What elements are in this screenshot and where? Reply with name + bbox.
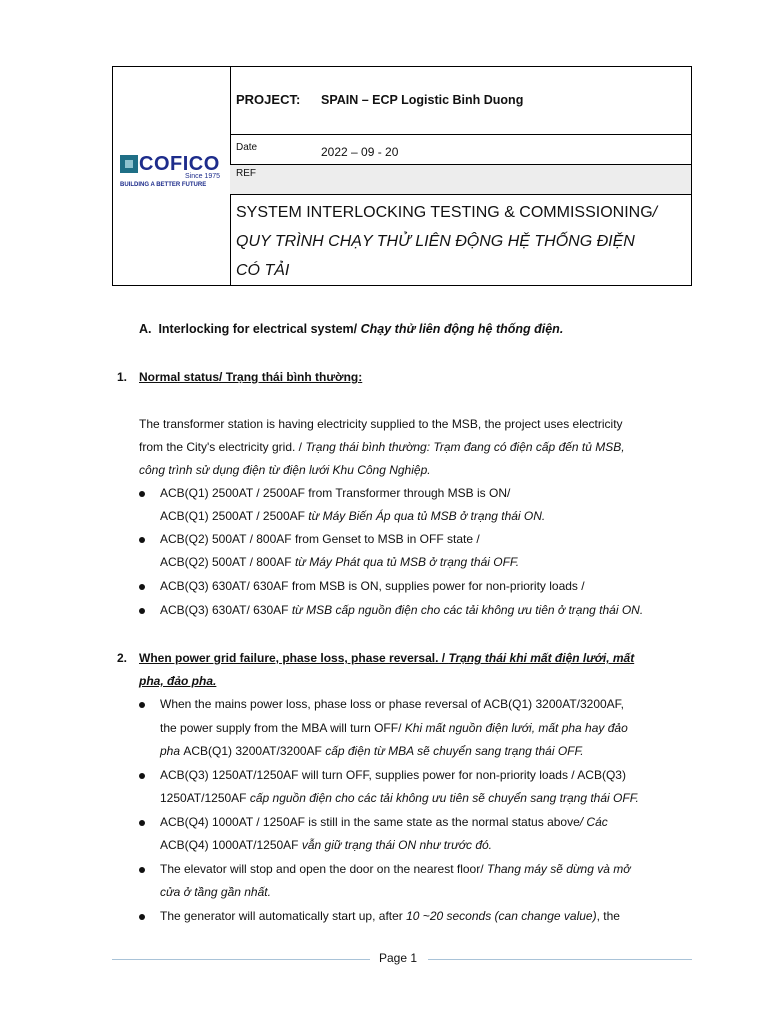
date-value: 2022 – 09 - 20 (321, 145, 399, 159)
s1-bullet1-line2 (160, 505, 545, 528)
title-slash: / (652, 204, 658, 221)
s2-bullet5-line1-i: 10 ~20 seconds (can change value) (406, 909, 597, 923)
s2-bullet1-line1: When the mains power loss, phase loss or phase reversal of ACB(Q1) 3200AT/3200AF, (160, 697, 625, 711)
s1-bullet2-line1: ACB(Q2) 500AT / 800AF from Genset to MSB in OFF state / (160, 532, 480, 546)
footer-rule-left (112, 959, 370, 960)
s2-bullet3-line1 (160, 811, 608, 834)
s2-bullet1-line3-vi-b: cấp điện từ MBA sẽ chuyển sang trạng thái OFF. (325, 744, 584, 758)
bullet-icon (139, 584, 145, 590)
s2-bullet3-line2-vi: vẫn giữ trạng thái ON như trước đó. (301, 838, 492, 852)
bullet-icon (139, 867, 145, 873)
title-vi-line2: CÓ TẢI (236, 262, 290, 279)
bullet-icon (139, 820, 145, 826)
s1-bullet1-line2-vi: từ Máy Biến Áp qua tủ MSB ở trạng thái ON. (308, 509, 546, 523)
s2-bullet2-line2 (160, 787, 639, 810)
section-a-title-en: Interlocking for electrical system/ (158, 322, 361, 336)
s2-bullet4-line1-en: The elevator will stop and open the door on the nearest floor/ (160, 862, 487, 876)
s2-bullet5-line1-b: , the (596, 909, 620, 923)
bullet-icon (139, 773, 145, 779)
s2-bullet1-line3-en: ACB(Q1) 3200AT/3200AF (183, 744, 326, 758)
s1-bullet4-vi: từ MSB cấp nguồn điện cho các tải không ưu tiên ở trạng thái ON. (291, 603, 644, 617)
s1-bullet4-en: ACB(Q3) 630AT/ 630AF (160, 603, 292, 617)
logo-brand: COFICO (139, 153, 220, 175)
s2-bullet1-line2-vi: Khi mất nguồn điện lưới, mất pha hay đảo (404, 721, 628, 735)
title-vi-line1: QUY TRÌNH CHẠY THỬ LIÊN ĐỘNG HỆ THỐNG ĐIỆN (236, 233, 635, 250)
s2-bullet1-line3-vi-a: pha (160, 744, 184, 758)
s2-bullet4-line1 (160, 858, 630, 881)
section-1-para-line2 (139, 436, 625, 459)
s1-bullet4-line1 (160, 599, 643, 622)
bullet-icon (139, 537, 145, 543)
section-a-title-vi: Chạy thử liên động hệ thống điện. (360, 322, 564, 336)
page-number: Page 1 (379, 951, 418, 965)
s2-bullet4-line1-vi: Thang máy sẽ dừng và mở (486, 862, 631, 876)
section-1-para-line3: công trình sử dụng điện từ điện lưới Khu Công Nghiệp. (139, 463, 431, 477)
s1-bullet1-line2-en: ACB(Q1) 2500AT / 2500AF (160, 509, 309, 523)
section-1-heading: Normal status/ Trạng thái bình thường: (139, 370, 363, 384)
section-2-heading-line2: pha, đảo pha. (139, 674, 217, 688)
logo-tagline: BUILDING A BETTER FUTURE (120, 182, 207, 188)
s2-bullet4-line2: cửa ở tầng gần nhất. (160, 885, 271, 899)
project-label: PROJECT: (236, 92, 301, 107)
s2-bullet3-line2 (160, 834, 492, 857)
s2-bullet1-line2 (160, 717, 628, 740)
section-1-para-line2-en: from the City's electricity grid. / (139, 440, 306, 454)
bullet-icon (139, 608, 145, 614)
section-2-number: 2. (117, 651, 128, 665)
section-1-para-line1: The transformer station is having electricity supplied to the MSB, the project uses electricity (139, 417, 623, 431)
s2-bullet3-line2-en: ACB(Q4) 1000AT/1250AF (160, 838, 302, 852)
title-en: SYSTEM INTERLOCKING TESTING & COMMISSIONING (236, 204, 653, 221)
section-2-heading-vi-1: Trạng thái khi mất điện lưới, mất (448, 651, 635, 665)
bullet-icon (139, 702, 145, 708)
s1-bullet2-line2-vi: từ Máy Phát qua tủ MSB ở trạng thái OFF. (294, 555, 520, 569)
section-2-heading-line1 (139, 647, 634, 670)
s2-bullet1-line3 (160, 740, 584, 763)
s1-bullet3-line1: ACB(Q3) 630AT/ 630AF from MSB is ON, supplies power for non-priority loads / (160, 579, 585, 593)
s2-bullet5-line1-a: The generator will automatically start up, after (160, 909, 407, 923)
footer-rule-right (428, 959, 692, 960)
s2-bullet3-line1-vi: / Các (579, 815, 608, 829)
s1-bullet2-line2-en: ACB(Q2) 500AT / 800AF (160, 555, 295, 569)
s2-bullet5-line1 (160, 905, 620, 928)
bullet-icon (139, 491, 145, 497)
s2-bullet2-line2-vi: cấp nguồn điện cho các tải không ưu tiên sẽ chuyển sang trạng thái OFF. (249, 791, 639, 805)
logo-since: Since 1975 (184, 173, 220, 180)
ref-label: REF (236, 168, 256, 179)
section-1-number: 1. (117, 370, 128, 384)
section-a-heading (139, 318, 563, 341)
s2-bullet3-line1-en: ACB(Q4) 1000AT / 1250AF is still in the same state as the normal status above (160, 815, 580, 829)
bullet-icon (139, 914, 145, 920)
section-1-para-line2-vi: Trạng thái bình thường: Trạm đang có điện cấp đến tủ MSB, (305, 440, 625, 454)
s2-bullet2-line1: ACB(Q3) 1250AT/1250AF will turn OFF, supplies power for non-priority loads / ACB(Q3) (160, 768, 626, 782)
s1-bullet1-line1: ACB(Q1) 2500AT / 2500AF from Transformer through MSB is ON/ (160, 486, 511, 500)
s2-bullet1-line2-en: the power supply from the MBA will turn OFF/ (160, 721, 405, 735)
date-label: Date (236, 142, 258, 153)
s1-bullet2-line2 (160, 551, 519, 574)
section-a-prefix: A. (139, 322, 152, 336)
s2-bullet2-line2-en: 1250AT/1250AF (160, 791, 250, 805)
section-2-heading-en: When power grid failure, phase loss, phase reversal. / (139, 651, 449, 665)
project-value: SPAIN – ECP Logistic Binh Duong (321, 93, 524, 107)
